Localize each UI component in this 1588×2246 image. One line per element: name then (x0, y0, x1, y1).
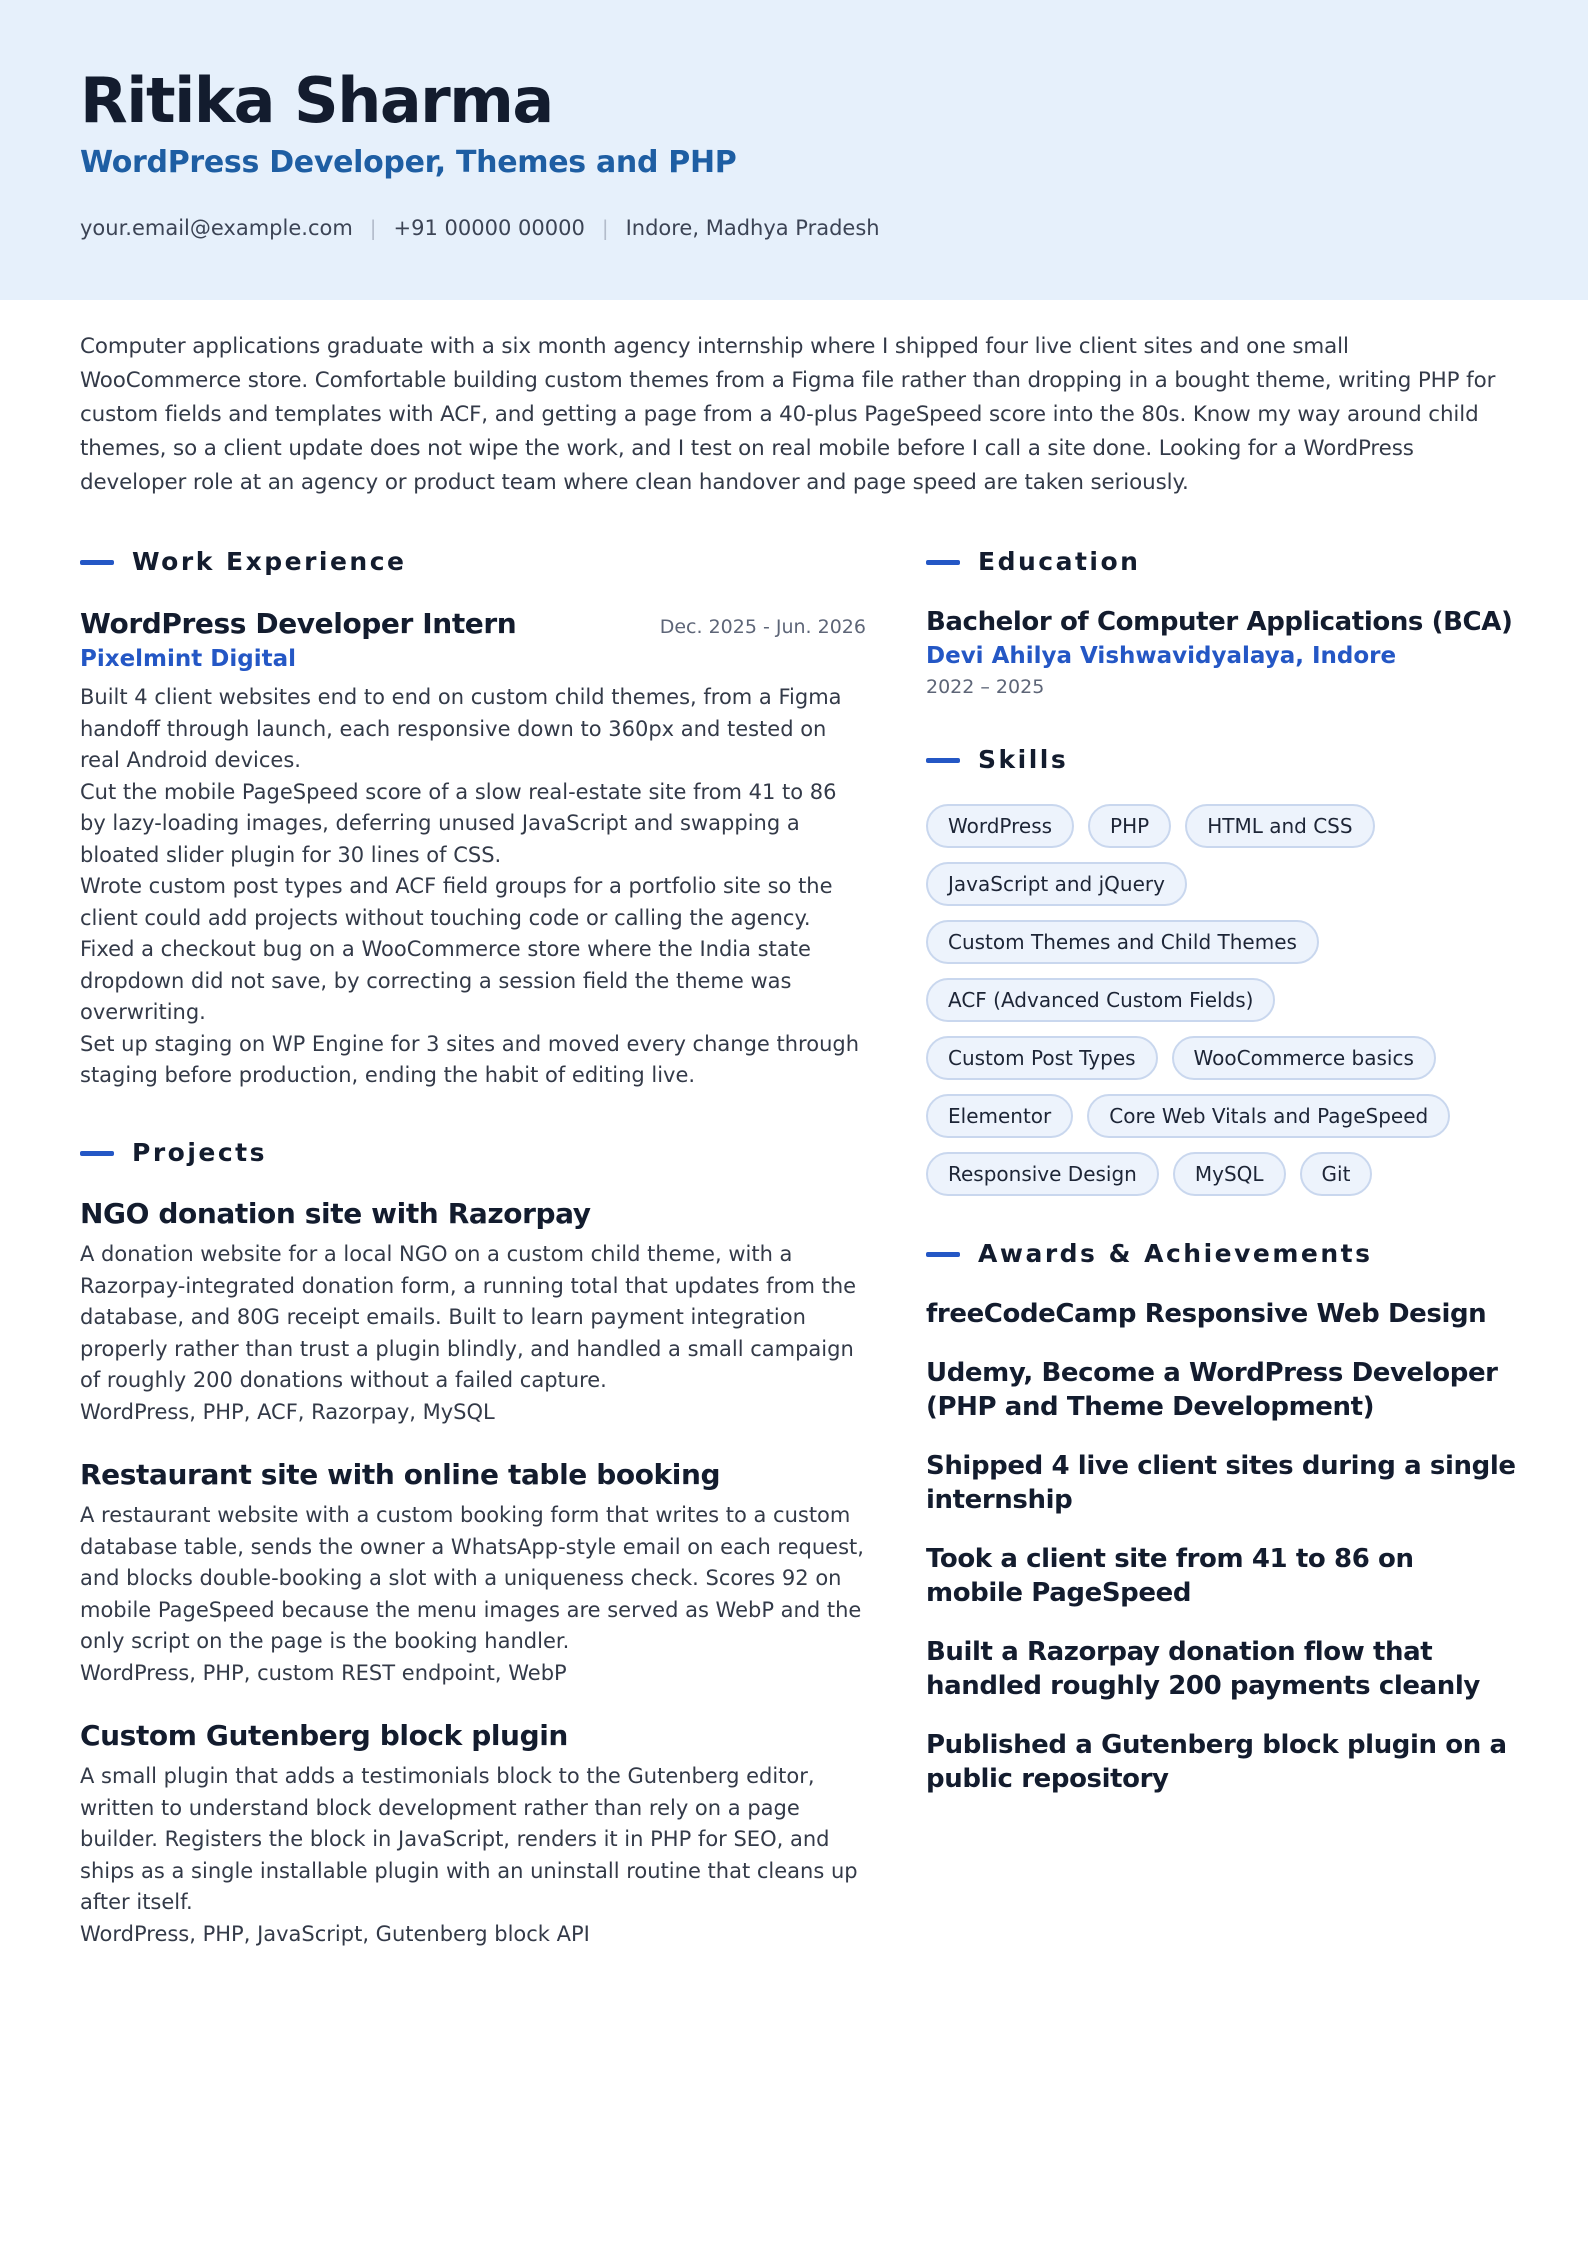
project-entry (80, 1457, 866, 1689)
heading-accent-bar (926, 560, 960, 565)
skill-chip: Elementor (926, 1094, 1073, 1138)
separator: | (601, 216, 609, 240)
heading-accent-bar (80, 1151, 114, 1156)
project-title: NGO donation site with Razorpay (80, 1197, 591, 1230)
section-heading-label: Projects (132, 1138, 268, 1167)
job-header (80, 606, 866, 642)
award-item: Udemy, Become a WordPress Developer (PHP and Theme Development) (926, 1358, 1498, 1422)
award-item: Took a client site from 41 to 86 on mobile PageSpeed (926, 1544, 1414, 1608)
company-name: Pixelmint Digital (80, 646, 297, 672)
skills-chip-list (926, 804, 1486, 1196)
section-heading-label: Awards & Achievements (978, 1239, 1373, 1268)
work-experience-entry (80, 606, 866, 1092)
skill-chip: WooCommerce basics (1172, 1036, 1436, 1080)
header-band (0, 0, 1588, 300)
job-bullet: Cut the mobile PageSpeed score of a slow real-estate site from 41 to 86 by lazy-loading images, deferring unused JavaScript and swapping a bloated slider plugin for 30 lines of CSS. (80, 779, 837, 867)
project-tech: WordPress, PHP, custom REST endpoint, WebP (80, 1660, 567, 1685)
project-title: Custom Gutenberg block plugin (80, 1719, 568, 1752)
job-bullet: Set up staging on WP Engine for 3 sites and moved every change through staging before production, ending the habit of editing live. (80, 1031, 860, 1087)
degree-name: Bachelor of Computer Applications (BCA) (926, 607, 1513, 637)
heading-accent-bar (80, 560, 114, 565)
skill-chip: WordPress (926, 804, 1074, 848)
skill-chip: JavaScript and jQuery (926, 862, 1187, 906)
job-bullet: Fixed a checkout bug on a WooCommerce store where the India state dropdown did not save, by correcting a session field the theme was overwriting. (80, 937, 811, 1024)
job-bullets (80, 682, 866, 1092)
project-title: Restaurant site with online table booking (80, 1458, 721, 1491)
project-entry (80, 1718, 866, 1950)
award-item: Built a Razorpay donation flow that handled roughly 200 payments cleanly (926, 1637, 1480, 1701)
skill-chip: Core Web Vitals and PageSpeed (1087, 1094, 1450, 1138)
separator: | (369, 216, 377, 240)
job-dates: Dec. 2025 - Jun. 2026 (659, 616, 866, 638)
education-entry (926, 605, 1516, 701)
phone-link[interactable]: +91 00000 00000 (393, 216, 585, 240)
section-heading-awards (926, 1238, 1373, 1270)
heading-accent-bar (926, 758, 960, 763)
job-title: WordPress Developer Intern (80, 607, 517, 640)
project-description: A restaurant website with a custom booking form that writes to a custom database table, sends the owner a WhatsApp-style email on each request, and blocks double-booking a slot with a uniqueness check. Scores 92 on mobile PageSpeed because the menu images are served as WebP and the only script on the page is the booking handler. (80, 1503, 864, 1653)
project-tech: WordPress, PHP, ACF, Razorpay, MySQL (80, 1399, 495, 1424)
section-heading-label: Education (978, 547, 1141, 576)
awards-list (926, 1297, 1516, 1821)
skill-chip: Custom Post Types (926, 1036, 1158, 1080)
skill-chip: MySQL (1173, 1152, 1286, 1196)
section-heading-label: Work Experience (132, 547, 407, 576)
candidate-name: Ritika Sharma (80, 64, 553, 137)
section-heading-work-experience (80, 546, 407, 578)
award-item: Published a Gutenberg block plugin on a public repository (926, 1730, 1507, 1794)
project-entry (80, 1196, 866, 1428)
section-heading-label: Skills (978, 745, 1069, 774)
school-name: Devi Ahilya Vishwavidyalaya, Indore (926, 643, 1397, 669)
education-years: 2022 – 2025 (926, 676, 1045, 698)
section-heading-education (926, 546, 1140, 578)
skill-chip: Custom Themes and Child Themes (926, 920, 1319, 964)
skill-chip: PHP (1088, 804, 1171, 848)
skill-chip: Responsive Design (926, 1152, 1159, 1196)
section-heading-projects (80, 1137, 267, 1169)
project-tech: WordPress, PHP, JavaScript, Gutenberg block API (80, 1921, 590, 1946)
skill-chip: HTML and CSS (1185, 804, 1374, 848)
summary-paragraph: Computer applications graduate with a six month agency internship where I shipped four live client sites and one small WooCommerce store. Comfortable building custom themes from a Figma file rather than dropping in a bought theme, writing PHP for custom fields and templates with ACF, and getting a page from a 40-plus PageSpeed score into the 80s. Know my way around child themes, so a client update does not wipe the work, and I test on real mobile before I call a site done. Looking for a WordPress developer role at an agency or product team where clean handover and page speed are taken seriously. (80, 334, 1496, 495)
skill-chip: ACF (Advanced Custom Fields) (926, 978, 1275, 1022)
email-link[interactable]: your.email@example.com (80, 216, 353, 240)
heading-accent-bar (926, 1252, 960, 1257)
contact-line (80, 213, 880, 243)
project-description: A small plugin that adds a testimonials block to the Gutenberg editor, written to understand block development rather than rely on a page builder. Registers the block in JavaScript, renders it in PHP for SEO, and ships as a single installable plugin with an uninstall routine that cleans up after itself. (80, 1764, 858, 1914)
project-description: A donation website for a local NGO on a custom child theme, with a Razorpay-integrated donation form, a running total that updates from the database, and 80G receipt emails. Built to learn payment integration properly rather than trust a plugin blindly, and handled a small campaign of roughly 200 donations without a failed capture. (80, 1242, 857, 1392)
skill-chip: Git (1300, 1152, 1373, 1196)
job-bullet: Built 4 client websites end to end on custom child themes, from a Figma handoff through launch, each responsive down to 360px and tested on real Android devices. (80, 685, 842, 772)
job-title-headline: WordPress Developer, Themes and PHP (80, 145, 737, 180)
job-bullet: Wrote custom post types and ACF field groups for a portfolio site so the client could add projects without touching code or calling the agency. (80, 874, 833, 930)
location-text: Indore, Madhya Pradesh (625, 216, 880, 240)
award-item: freeCodeCamp Responsive Web Design (926, 1299, 1487, 1329)
award-item: Shipped 4 live client sites during a single internship (926, 1451, 1516, 1515)
section-heading-skills (926, 744, 1068, 776)
